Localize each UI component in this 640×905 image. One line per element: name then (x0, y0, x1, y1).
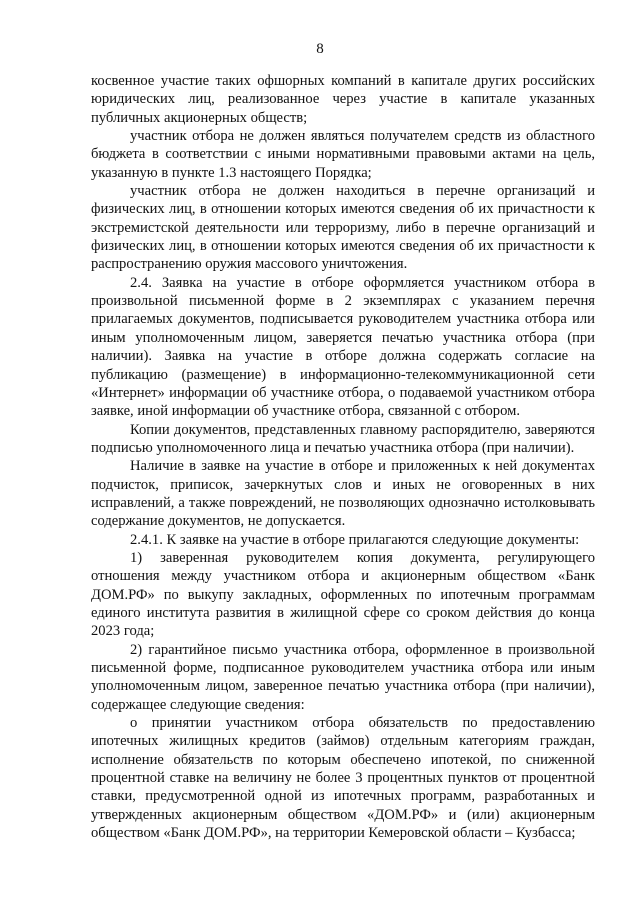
document-body (91, 72, 595, 842)
page-number: 8 (316, 41, 324, 57)
list-item-1: 1) заверенная руководителем копия документа, регулирующего отношения между участником отбора и акционерным обществом «Банк ДОМ.РФ» по выкупу закладных, оформленных по ипотечным программам единого института развития в жилищной сфере со сроком действия до конца 2023 года; (91, 549, 595, 640)
paragraph-obligations: о принятии участником отбора обязательств по предоставлению ипотечных жилищных кредитов (займов) отдельным категориям граждан, исполнение обязательств по которым обеспечено ипотекой, по сниженной процентной ставке на величину не более 3 процентных пунктов от процентной ставки, предусмотренной одной из ипотечных программ, разработанных и утвержденных акционерным обществом «ДОМ.РФ» и (или) акционерным обществом «Банк ДОМ.РФ», на территории Кемеровской области – Кузбасса; (91, 715, 595, 842)
paragraph-offshore-continuation: косвенное участие таких офшорных компаний в капитале других российских юридических лиц, реализованное через участие в капитале указанных публичных акционерных обществ; (91, 73, 595, 126)
paragraph-budget-funds: участник отбора не должен являться получателем средств из областного бюджета в соответствии с иными нормативными правовыми актами на цель, указанную в пункте 1.3 настоящего Порядка; (91, 128, 595, 181)
paragraph-2-4-application: 2.4. Заявка на участие в отборе оформляется участником отбора в произвольной письменной форме в 2 экземплярах с указанием перечня прилагаемых документов, подписывается руководителем участника отбора или иным уполномоченным лицом, заверяется печатью участника отбора (при наличии). Заявка на участие в отборе должна содержать согласие на публикацию (размещение) в информационно-телекоммуникационной сети «Интернет» информации об участнике отбора, о подаваемой участником отбора заявке, иной информации об участнике отбора, связанной с отбором. (91, 274, 595, 420)
paragraph-2-4-1-documents: 2.4.1. К заявке на участие в отборе прилагаются следующие документы: (130, 531, 580, 548)
paragraph-document-copies: Копии документов, представленных главному распорядителю, заверяются подписью уполномоченного лица и печатью участника отбора (при наличии). (91, 421, 595, 456)
list-item-2: 2) гарантийное письмо участника отбора, оформленное в произвольной письменной форме, подписанное руководителем участника отбора или иным уполномоченным лицом, заверенное печатью участника отбора (при наличии), содержащее следующие сведения: (91, 641, 595, 713)
paragraph-extremism-list: участник отбора не должен находиться в перечне организаций и физических лиц, в отношении которых имеются сведения об их причастности к экстремистской деятельности или терроризму, либо в перечне организаций и физических лиц, в отношении которых имеются сведения об их причастности к распространению оружия массового уничтожения. (91, 183, 595, 273)
paragraph-corrections: Наличие в заявке на участие в отборе и приложенных к ней документах подчисток, приписок, зачеркнутых слов и иных не оговоренных в них исправлений, а также повреждений, не позволяющих однозначно истолковывать содержание документов, не допускается. (91, 458, 595, 530)
